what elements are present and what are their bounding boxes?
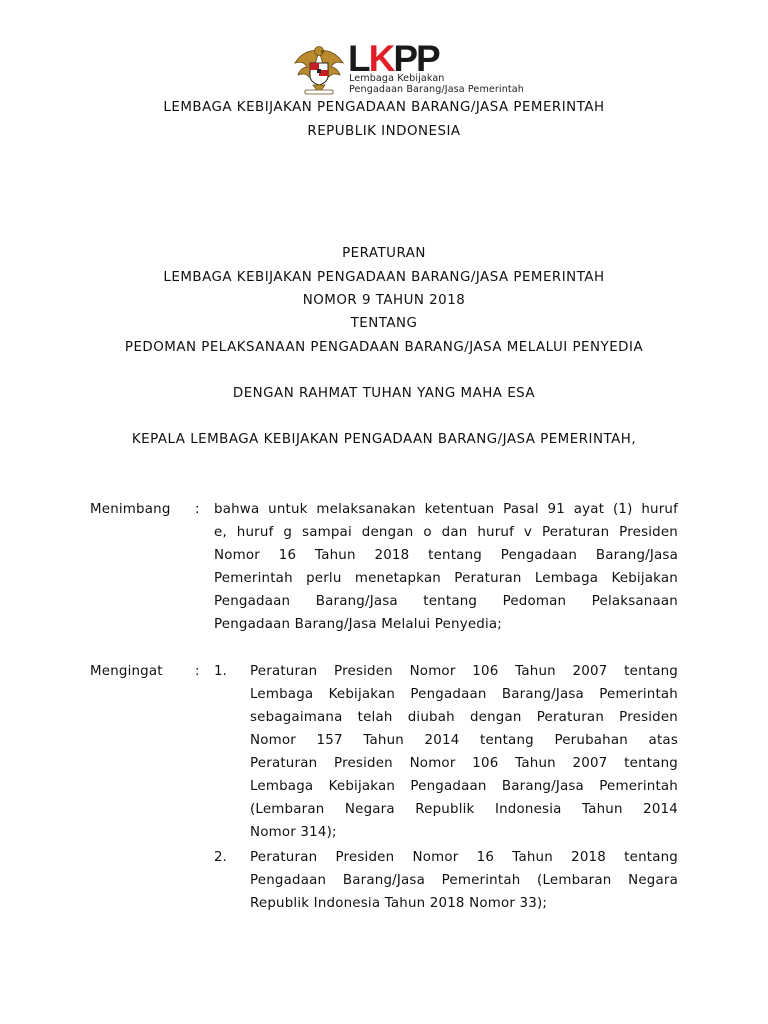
menimbang-line: Pengadaan Barang/Jasa tentang Pedoman Pelaksanaan [214, 594, 678, 609]
mengingat-label: Mengingat [90, 664, 163, 679]
tentang-label: TENTANG [350, 316, 418, 331]
svg-text:LKPP: LKPP [348, 42, 439, 74]
menimbang-line: Pengadaan Barang/Jasa Melalui Penyedia; [214, 617, 503, 632]
menimbang-line: Pemerintah perlu menetapkan Peraturan Lembaga Kebijakan [214, 571, 678, 586]
menimbang-line: Nomor 16 Tahun 2018 tentang Pengadaan Barang/Jasa [214, 548, 678, 563]
menimbang-label: Menimbang [90, 502, 171, 517]
mengingat-item1-line: Peraturan Presiden Nomor 106 Tahun 2007 tentang [250, 664, 678, 679]
mengingat-item1-line: (Lembaran Negara Republik Indonesia Tahun 2014 [250, 802, 678, 817]
authority-line: KEPALA LEMBAGA KEBIJAKAN PENGADAAN BARANG/JASA PEMERINTAH, [131, 432, 637, 447]
mengingat-item1-line: Nomor 157 Tahun 2014 tentang Perubahan atas [250, 733, 678, 748]
mengingat-item1-line: Lembaga Kebijakan Pengadaan Barang/Jasa Pemerintah [250, 687, 678, 702]
lkpp-logo [293, 40, 524, 100]
logo-subtitle-line2: Pengadaan Barang/Jasa Pemerintah [349, 84, 524, 95]
item-number: 1. [214, 664, 227, 679]
lkpp-wordmark [348, 42, 458, 74]
country-name: REPUBLIK INDONESIA [307, 124, 461, 139]
mengingat-item2-line: Peraturan Presiden Nomor 16 Tahun 2018 tentang [250, 850, 678, 865]
doc-type: PERATURAN [342, 246, 426, 261]
blessing-line: DENGAN RAHMAT TUHAN YANG MAHA ESA [232, 386, 536, 401]
regulation-subject: PEDOMAN PELAKSANAAN PENGADAAN BARANG/JASA MELALUI PENYEDIA [124, 340, 644, 355]
mengingat-colon: : [195, 664, 200, 679]
item-number: 2. [214, 850, 227, 865]
mengingat-item1-line: Lembaga Kebijakan Pengadaan Barang/Jasa Pemerintah [250, 779, 678, 794]
institution-name: LEMBAGA KEBIJAKAN PENGADAAN BARANG/JASA PEMERINTAH [163, 100, 605, 115]
mengingat-item2-line: Republik Indonesia Tahun 2018 Nomor 33); [250, 896, 548, 911]
mengingat-item1-line: Nomor 314); [250, 825, 337, 840]
mengingat-item1-line: sebagaimana telah diubah dengan Peraturan Presiden [250, 710, 678, 725]
menimbang-line: e, huruf g sampai dengan o dan huruf v Peraturan Presiden [214, 525, 678, 540]
mengingat-item1-line: Peraturan Presiden Nomor 106 Tahun 2007 tentang [250, 756, 678, 771]
menimbang-line: bahwa untuk melaksanakan ketentuan Pasal 91 ayat (1) huruf [214, 502, 678, 517]
mengingat-item2-line: Pengadaan Barang/Jasa Pemerintah (Lembaran Negara [250, 873, 678, 888]
issuer: LEMBAGA KEBIJAKAN PENGADAAN BARANG/JASA PEMERINTAH [163, 270, 605, 285]
logo-subtitle-line1: Lembaga Kebijakan [349, 73, 445, 84]
garuda-emblem-icon [293, 43, 345, 97]
menimbang-colon: : [195, 502, 200, 517]
regulation-number: NOMOR 9 TAHUN 2018 [302, 293, 466, 308]
